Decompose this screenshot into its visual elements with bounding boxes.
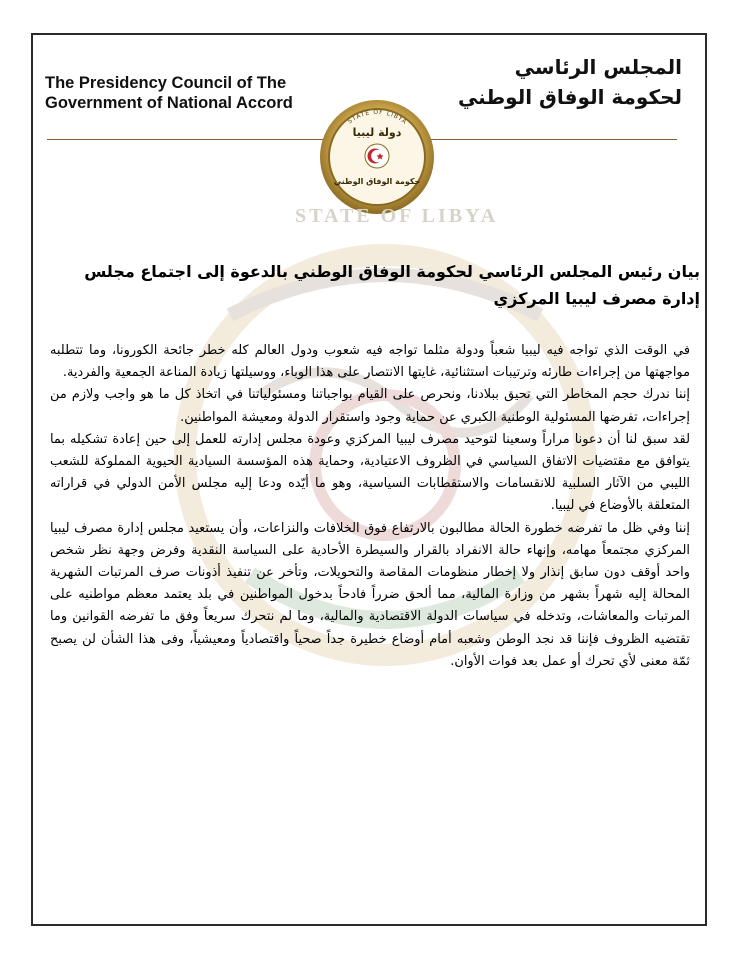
- document-title-line-1: بيان رئيس المجلس الرئاسي لحكومة الوفاق الوطني بالدعوة إلى اجتماع مجلس: [84, 262, 700, 281]
- document-title-line-2: إدارة مصرف ليبيا المركزي: [493, 289, 700, 308]
- document-body: [50, 340, 690, 673]
- state-seal-icon: [318, 98, 436, 216]
- arabic-letterhead-line-2: لحكومة الوفاق الوطني: [457, 85, 682, 109]
- body-paragraph-4: إننا وفي ظل ما تفرضه خطورة الحالة مطالبون بالارتفاع فوق الخلافات والنزاعات، وأن يستعيد مجلس إدارة مصرف ليبيا المركزي مجتمعاً مهامه، وإنهاء حالة الانفراد بالقرار والسيطرة الأحادية على السياسة النقدية وفرض وجهة نظر شخص واحد أوقف دون سابق إنذار ولا إخطار منظومات المقاصة والتحويلات، وتأخر عن تنفيذ أذونات صرف المرتبات الشهرية المحالة إليه شهراً بشهر من وزارة المالية، مما ألحق ضرراً فادحاً بدخول المواطنين في بلد يعتمد معظم مواطنيه على المرتبات والمعاشات، وتدخله في سياسات الدولة الاقتصادية والمالية، وما لم نتحرك سريعاً وفق ما تفرضه القوانين وما تقتضيه الظروف فإننا قد نجد الوطن وشعبه أمام أوضاع خطيرة جداً صحياً واقتصادياً ومعيشياً، وفى هذا الشأن لن يصبح ثمّة معنى لأي تحرك أو عمل بعد فوات الأوان.: [50, 520, 690, 669]
- arabic-letterhead: [452, 52, 682, 112]
- document-title: [80, 258, 700, 312]
- body-paragraph-3: لقد سبق لنا أن دعونا مراراً وسعينا لتوحيد مصرف ليبيا المركزي وعودة مجلس إدارته للعمل إلى حين إعادة تشكيله بما يتوافق مع مقتضيات الاتفاق السياسي في الظروف الاعتيادية، وحماية هذه المؤسسة السيادية الحيوية المملوكة للشعب الليبي من الآثار السلبية للانقسامات والاستقطابات السياسية، وهو ما أيّده ودعا إليه مجلس الأمن الدولي في قراراته المتعلقة بالأوضاع في ليبيا.: [50, 431, 690, 514]
- body-paragraph-1: في الوقت الذي تواجه فيه ليبيا شعباً ودولة مثلما تواجه فيه شعوب ودول العالم كله خطر جائحة الكورونا، وما تتطلبه مواجهتها من إجراءات طارئه وترتيبات استثنائية، غايتها الانتصار على هذا الوباء، ووسيلتها زيادة المناعة الجمعية والفردية.: [50, 343, 690, 381]
- english-letterhead: [45, 73, 315, 113]
- english-letterhead-line-1: The Presidency Council of The: [45, 74, 287, 92]
- seal-stamp-text: STATE OF LIBYA: [295, 205, 499, 227]
- seal-arabic-top: دولة ليبيا: [352, 126, 402, 139]
- svg-text:STATE OF LIBYA: STATE OF LIBYA: [346, 108, 409, 127]
- body-paragraph-2: إننا ندرك حجم المخاطر التي تحيق ببلادنا، ونحرص على القيام بواجباتنا ومسئولياتنا في اتخاذ كل ما هو واجب ولازم من إجراءات، تفرضها المسئولية الوطنية الكبري عن حماية وجود واستقرار الدولة ومعيشة المواطنين.: [50, 387, 690, 425]
- seal-arabic-bottom: حكومة الوفاق الوطني: [333, 177, 421, 186]
- english-letterhead-line-2: Government of National Accord: [45, 94, 293, 112]
- arabic-letterhead-line-1: المجلس الرئاسي: [514, 55, 682, 79]
